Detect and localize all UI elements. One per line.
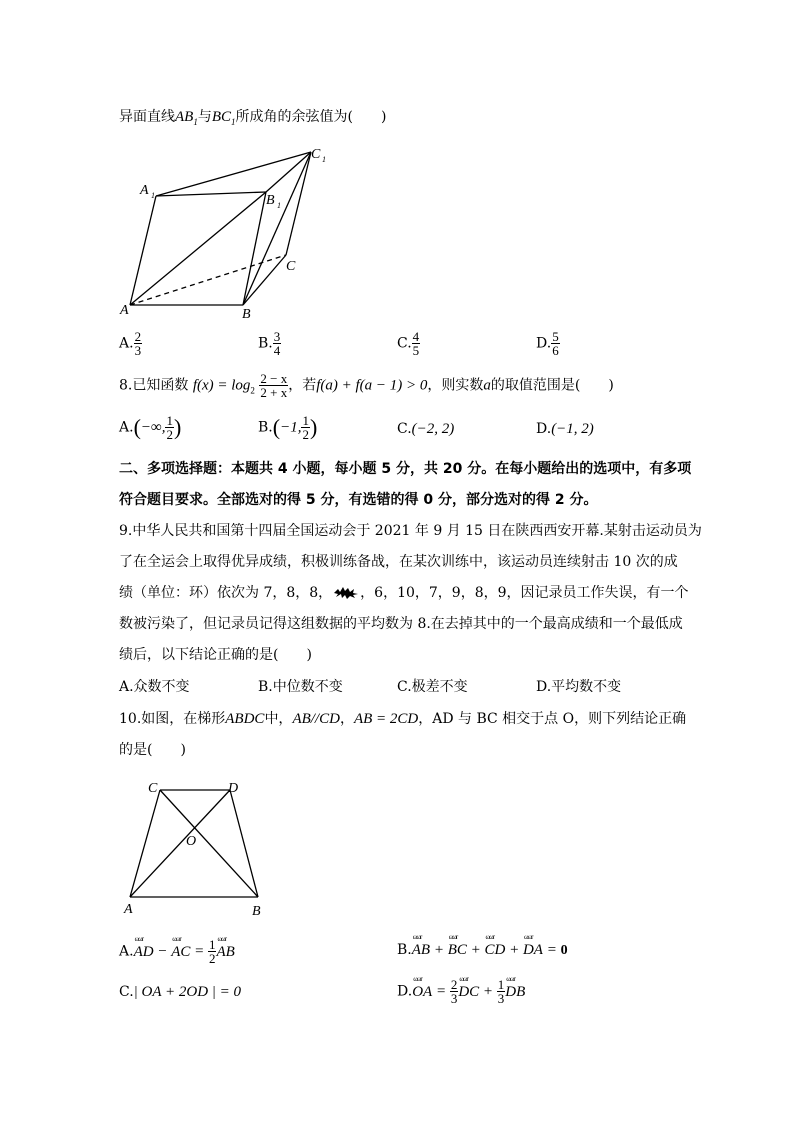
q8-option-b[interactable]: B.(−1, $\frac{1}{2}$ ) xyxy=(258,413,318,442)
q10-option-a[interactable] xyxy=(119,938,235,965)
q10-option-a-letter: A. xyxy=(119,943,134,960)
q8-option-b-den: 2 xyxy=(302,427,309,442)
ink-blot-icon xyxy=(332,586,360,600)
q10-option-d-n2: 1 xyxy=(497,977,505,992)
q10-option-d-v1: ωωr OA xyxy=(412,984,432,1001)
q8-option-a-letter: A. xyxy=(119,419,134,436)
label-d: D xyxy=(228,781,239,796)
q10-option-a-den: 2 xyxy=(208,951,216,966)
edge-bc xyxy=(243,255,286,305)
q10-option-d-plus: + xyxy=(479,983,497,1000)
q8-option-a-num: 1 xyxy=(166,413,173,428)
q10-line2: 的是( ) xyxy=(119,742,186,758)
q10-option-b-v3: ωωr CD xyxy=(485,942,506,959)
q9-line2: 了在全运会上取得优异成绩，积极训练备战，在某次训练中，该运动员连续射击 10 次的成 xyxy=(119,554,678,570)
trapezoid-figure xyxy=(120,775,270,920)
q10-option-b-zero: 0 xyxy=(560,943,568,958)
q8-suffix2: 的取值范围是( ) xyxy=(490,377,614,394)
q7-option-d-den: 6 xyxy=(552,343,559,358)
q8-frac-den: 2 + x xyxy=(260,385,288,400)
q7-and: 与 xyxy=(197,109,212,125)
diag-bc xyxy=(160,790,258,897)
diag-ab1 xyxy=(130,192,266,305)
q8-option-c[interactable] xyxy=(397,421,454,438)
section2-line2: 符合题目要求。全部选对的得 5 分，有选错的得 0 分，部分选对的得 2 分。 xyxy=(119,492,598,508)
label-a1-sub: 1 xyxy=(151,191,155,200)
q8-option-a[interactable]: A.(−∞, $\frac{1}{2}$ ) xyxy=(119,413,182,442)
q10-option-c-text: | OA + 2OD | = 0 xyxy=(133,984,242,1000)
q9-option-d[interactable]: D.平均数不变 xyxy=(536,679,622,695)
q7-option-c-den: 5 xyxy=(412,343,420,358)
edge-aa1 xyxy=(130,196,156,305)
q8-base: 2 xyxy=(250,385,255,396)
q9-line4: 数被污染了，但记录员记得这组数据的平均数为 8.在去掉其中的一个最高成绩和一个最低成 xyxy=(119,616,683,632)
q7-option-a-num: 2 xyxy=(134,329,142,344)
label-a: A xyxy=(120,303,129,318)
q7-option-b-num: 3 xyxy=(273,329,281,344)
label-o: O xyxy=(186,834,197,849)
q7-stem xyxy=(119,106,386,127)
label-c: C xyxy=(148,781,158,796)
label-a1: A xyxy=(140,183,149,198)
label-b1: B xyxy=(266,193,275,208)
q10-option-d-v2: ωωr DC xyxy=(458,984,479,1001)
q10-par: AB//CD xyxy=(292,711,340,727)
diag-bc1 xyxy=(243,152,311,305)
q7-option-d-num: 5 xyxy=(552,329,559,344)
q10-line1c: ，AD 与 BC 相交于点 O，则下列结论正确 xyxy=(418,711,687,727)
q7-option-d[interactable] xyxy=(536,330,560,357)
hidden-ac xyxy=(130,255,286,305)
edge-a1b1 xyxy=(156,192,266,196)
q7-stem-suffix: 所成角的余弦值为( ) xyxy=(235,109,387,125)
q10-option-b-letter: B. xyxy=(397,942,412,958)
q9-option-a[interactable]: A.众数不变 xyxy=(119,679,190,695)
q10-option-d-eq: = xyxy=(432,983,450,1000)
q9-line3 xyxy=(119,582,689,602)
q10-trap: ABDC xyxy=(225,711,265,727)
q7-option-c-letter: C. xyxy=(397,335,412,352)
q8-option-a-left: −∞, xyxy=(140,419,166,436)
q8-suffix: ，则实数 xyxy=(427,377,484,394)
q10-option-b-plus2: + xyxy=(466,942,485,958)
q8-option-a-den: 2 xyxy=(166,427,173,442)
q10-option-b-plus1: + xyxy=(430,942,448,958)
label-c1: C xyxy=(311,147,321,162)
q10-option-b-v2: ωωr BC xyxy=(448,942,467,959)
label-b1-sub: 1 xyxy=(277,201,281,210)
q7-bc1: BC xyxy=(211,109,231,125)
q10-option-d-d2: 3 xyxy=(497,991,505,1006)
q10-option-d-v3: ωωr DB xyxy=(505,984,525,1001)
q10-comma: ， xyxy=(339,711,354,727)
q9-line3a: 绩（单位：环）依次为 7，8，8， xyxy=(119,585,333,601)
q7-ab1: AB xyxy=(175,109,194,125)
q10-option-b[interactable] xyxy=(397,942,568,959)
q7-ab1-sub: 1 xyxy=(193,116,198,127)
q10-option-a-v3: ωωr AB xyxy=(216,944,234,961)
edge-c1c xyxy=(286,152,311,255)
q8-option-d[interactable] xyxy=(536,421,594,438)
q8-option-d-text: (−1, 2) xyxy=(551,421,594,437)
q8-option-d-letter: D. xyxy=(536,421,552,437)
q10-option-a-eq: = xyxy=(190,943,208,960)
q8-frac-num: 2 − x xyxy=(260,371,288,386)
q10-eq: AB = 2CD xyxy=(353,711,419,727)
label-c1-sub: 1 xyxy=(322,155,326,164)
q8-option-c-letter: C. xyxy=(397,421,412,437)
q7-option-c-num: 4 xyxy=(412,329,420,344)
q10-option-a-v1: ωωr AD xyxy=(134,944,154,961)
q8-cond: f(a) + f(a − 1) > 0 xyxy=(316,377,428,394)
q8-option-b-num: 1 xyxy=(302,413,309,428)
label-a: A xyxy=(124,902,133,917)
label-b: B xyxy=(242,307,251,320)
q10-option-a-num: 1 xyxy=(208,937,216,952)
q10-line1a: 10.如图，在梯形 xyxy=(119,711,226,727)
q10-option-c-letter: C. xyxy=(119,984,134,1000)
section2-line1: 二、多项选择题：本题共 4 小题，每小题 5 分，共 20 分。在每小题给出的选项中，有多项 xyxy=(119,461,692,477)
q10-option-b-plus3: + xyxy=(505,942,523,958)
q8-fx: f(x) = log xyxy=(192,377,251,394)
q7-option-a-letter: A. xyxy=(119,335,134,352)
q10-option-d-n1: 2 xyxy=(450,977,458,992)
q8-var: a xyxy=(483,377,491,394)
q8-prefix: 8.已知函数 xyxy=(119,377,189,394)
q8-stem xyxy=(119,372,614,399)
q7-option-b-letter: B. xyxy=(258,335,273,352)
q10-option-b-v1: ωωr AB xyxy=(412,942,430,959)
q10-option-a-v2: ωωr AC xyxy=(171,944,190,961)
q10-option-d[interactable] xyxy=(397,978,525,1005)
q10-option-c[interactable] xyxy=(119,984,241,1001)
q8-option-b-letter: B. xyxy=(258,419,273,436)
label-b: B xyxy=(252,904,261,919)
q7-bc1-sub: 1 xyxy=(231,116,236,127)
q7-option-b-den: 4 xyxy=(273,343,281,358)
q9-line3b: ，6，10，7，9，8，9，因记录员工作失误，有一个 xyxy=(360,585,689,601)
q9-line1: 9.中华人民共和国第十四届全国运动会于 2021 年 9 月 15 日在陕西西安开幕.某射击运动员为 xyxy=(119,523,702,539)
q7-option-d-letter: D. xyxy=(536,335,552,352)
q10-option-b-v4: ωωr DA xyxy=(523,942,543,959)
prism-figure xyxy=(118,140,338,320)
q8-option-c-text: (−2, 2) xyxy=(411,421,455,437)
q8-option-b-left: −1, xyxy=(280,419,302,436)
q9-option-b[interactable]: B.中位数不变 xyxy=(258,679,343,695)
q7-option-b[interactable] xyxy=(258,330,281,357)
q9-option-c[interactable]: C.极差不变 xyxy=(397,679,468,695)
q10-option-d-d1: 3 xyxy=(450,991,458,1006)
q7-stem-prefix: 异面直线 xyxy=(119,109,175,125)
edge-a1c1 xyxy=(156,152,311,196)
q10-option-a-minus: − xyxy=(153,943,172,960)
q7-option-a-den: 3 xyxy=(134,343,142,358)
q7-option-a[interactable] xyxy=(119,330,142,357)
label-c: C xyxy=(286,259,296,274)
q9-line5: 绩后，以下结论正确的是( ) xyxy=(119,647,312,663)
q10-option-b-eq: = xyxy=(542,942,561,958)
q8-mid: ，若 xyxy=(288,377,317,394)
q10-option-d-letter: D. xyxy=(397,983,413,1000)
q10-line1 xyxy=(119,708,686,728)
q10-line1b: 中， xyxy=(264,711,293,727)
q7-option-c[interactable] xyxy=(397,330,420,357)
